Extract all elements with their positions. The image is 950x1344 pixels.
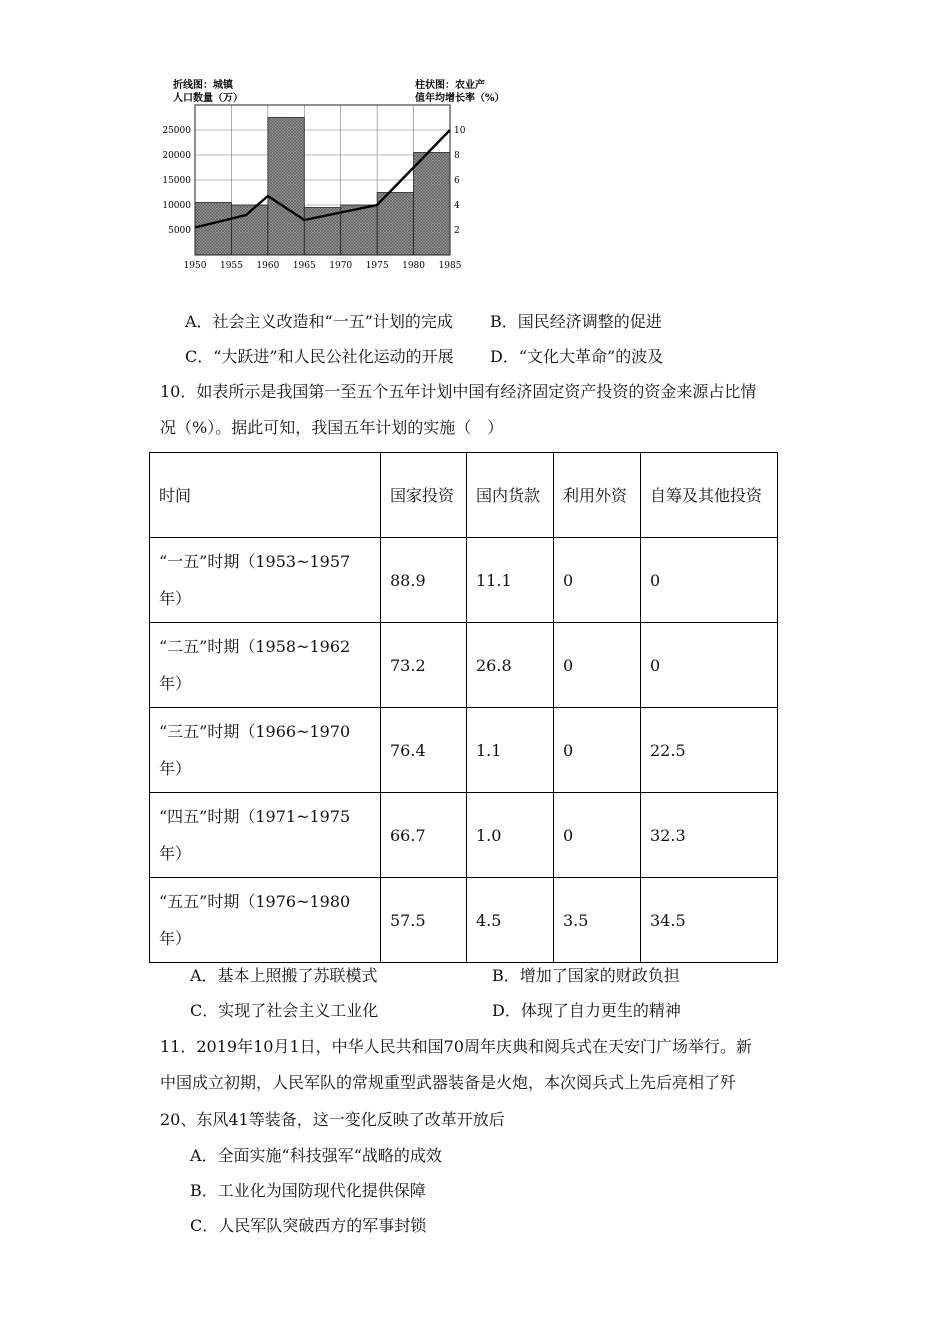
table-cell: 73.2 [381, 623, 467, 708]
right-tick-label: 4 [454, 201, 460, 211]
table-row [150, 538, 778, 623]
table-cell: 22.5 [641, 708, 778, 793]
q9-option-a[interactable]: A．社会主义改造和“一五”计划的完成 [185, 312, 453, 331]
left-tick-label: 25000 [162, 126, 191, 136]
x-tick-label: 1985 [438, 261, 462, 271]
q11-stem-line2: 中国成立初期，人民军队的常规重型武器装备是火炮，本次阅兵式上先后亮相了歼 [160, 1073, 737, 1092]
table-header-row [150, 453, 778, 538]
table-cell: 11.1 [467, 538, 554, 623]
q10-option-c[interactable]: C．实现了社会主义工业化 [190, 1001, 379, 1020]
q10-stem-line1: 10．如表所示是我国第一至五个五年计划中国有经济固定资产投资的资金来源占比情 [160, 382, 757, 401]
table-cell: 1.1 [467, 708, 554, 793]
q9-option-c[interactable]: C．“大跃进”和人民公社化运动的开展 [185, 347, 454, 366]
table-cell: 4.5 [467, 878, 554, 963]
table-cell: 32.3 [641, 793, 778, 878]
table-row [150, 793, 778, 878]
bar-growth-rate [377, 193, 413, 256]
table-cell: “一五”时期（1953~1957年） [150, 538, 381, 623]
x-tick-label: 1980 [402, 261, 426, 271]
right-axis-label-1: 柱状图：农业产 [415, 80, 485, 91]
q10-option-b[interactable]: B．增加了国家的财政负担 [492, 966, 680, 985]
investment-table [149, 452, 778, 963]
left-tick-label: 20000 [162, 151, 191, 161]
table-cell: “四五”时期（1971~1975年） [150, 793, 381, 878]
table-cell: 0 [554, 708, 641, 793]
table-cell: 0 [554, 538, 641, 623]
table-row [150, 623, 778, 708]
table-cell: 0 [641, 538, 778, 623]
header-time: 时间 [150, 453, 381, 538]
table-cell: 3.5 [554, 878, 641, 963]
header-domestic-loan: 国内货款 [467, 453, 554, 538]
table-row [150, 708, 778, 793]
table-cell: “二五”时期（1958~1962年） [150, 623, 381, 708]
table-cell: “三五”时期（1966~1970年） [150, 708, 381, 793]
q11-option-b[interactable]: B．工业化为国防现代化提供保障 [190, 1181, 426, 1200]
table-cell: 0 [554, 793, 641, 878]
x-tick-label: 1975 [365, 261, 389, 271]
left-tick-label: 15000 [162, 176, 191, 186]
right-tick-label: 6 [454, 176, 460, 186]
table-cell: 66.7 [381, 793, 467, 878]
x-tick-label: 1970 [329, 261, 353, 271]
table-cell: 57.5 [381, 878, 467, 963]
bar-growth-rate [268, 118, 304, 256]
combo-chart [160, 72, 505, 282]
left-tick-label: 5000 [168, 226, 191, 236]
q10-option-d[interactable]: D．体现了自力更生的精神 [492, 1001, 681, 1020]
q10-option-a[interactable]: A．基本上照搬了苏联模式 [190, 966, 378, 985]
right-tick-label: 2 [454, 226, 460, 236]
table-cell: 34.5 [641, 878, 778, 963]
bar-growth-rate [414, 153, 450, 256]
table-cell: 88.9 [381, 538, 467, 623]
x-tick-label: 1960 [256, 261, 280, 271]
table-cell: 0 [554, 623, 641, 708]
x-tick-label: 1955 [219, 261, 243, 271]
left-axis-label-2: 人口数量（万） [173, 93, 243, 104]
right-axis-label-2: 值年均增长率（%） [415, 93, 505, 104]
header-self-raised: 自筹及其他投资 [641, 453, 778, 538]
q9-option-b[interactable]: B．国民经济调整的促进 [490, 312, 662, 331]
header-foreign-capital: 利用外资 [554, 453, 641, 538]
q11-option-a[interactable]: A．全面实施“科技强军“战略的成效 [190, 1146, 442, 1165]
table-row [150, 878, 778, 963]
right-tick-label: 10 [454, 126, 466, 136]
header-state-investment: 国家投资 [381, 453, 467, 538]
table-cell: “五五”时期（1976~1980年） [150, 878, 381, 963]
table-cell: 26.8 [467, 623, 554, 708]
table-cell: 1.0 [467, 793, 554, 878]
table-cell: 0 [641, 623, 778, 708]
x-tick-label: 1950 [183, 261, 207, 271]
q11-stem-line1: 11．2019年10月1日，中华人民共和国70周年庆典和阅兵式在天安门广场举行。新 [160, 1037, 752, 1056]
right-tick-label: 8 [454, 151, 460, 161]
left-axis-label-1: 折线图：城镇 [173, 80, 233, 91]
left-tick-label: 10000 [162, 201, 191, 211]
q11-stem-line3: 20、东风41等装备，这一变化反映了改革开放后 [160, 1110, 505, 1129]
q10-stem-line2: 况（%）。据此可知，我国五年计划的实施（ ） [160, 418, 504, 437]
q9-option-d[interactable]: D．“文化大革命”的波及 [490, 347, 664, 366]
table-cell: 76.4 [381, 708, 467, 793]
x-tick-label: 1965 [292, 261, 316, 271]
bar-growth-rate [195, 203, 231, 256]
q11-option-c[interactable]: C．人民军队突破西方的军事封锁 [190, 1216, 427, 1235]
